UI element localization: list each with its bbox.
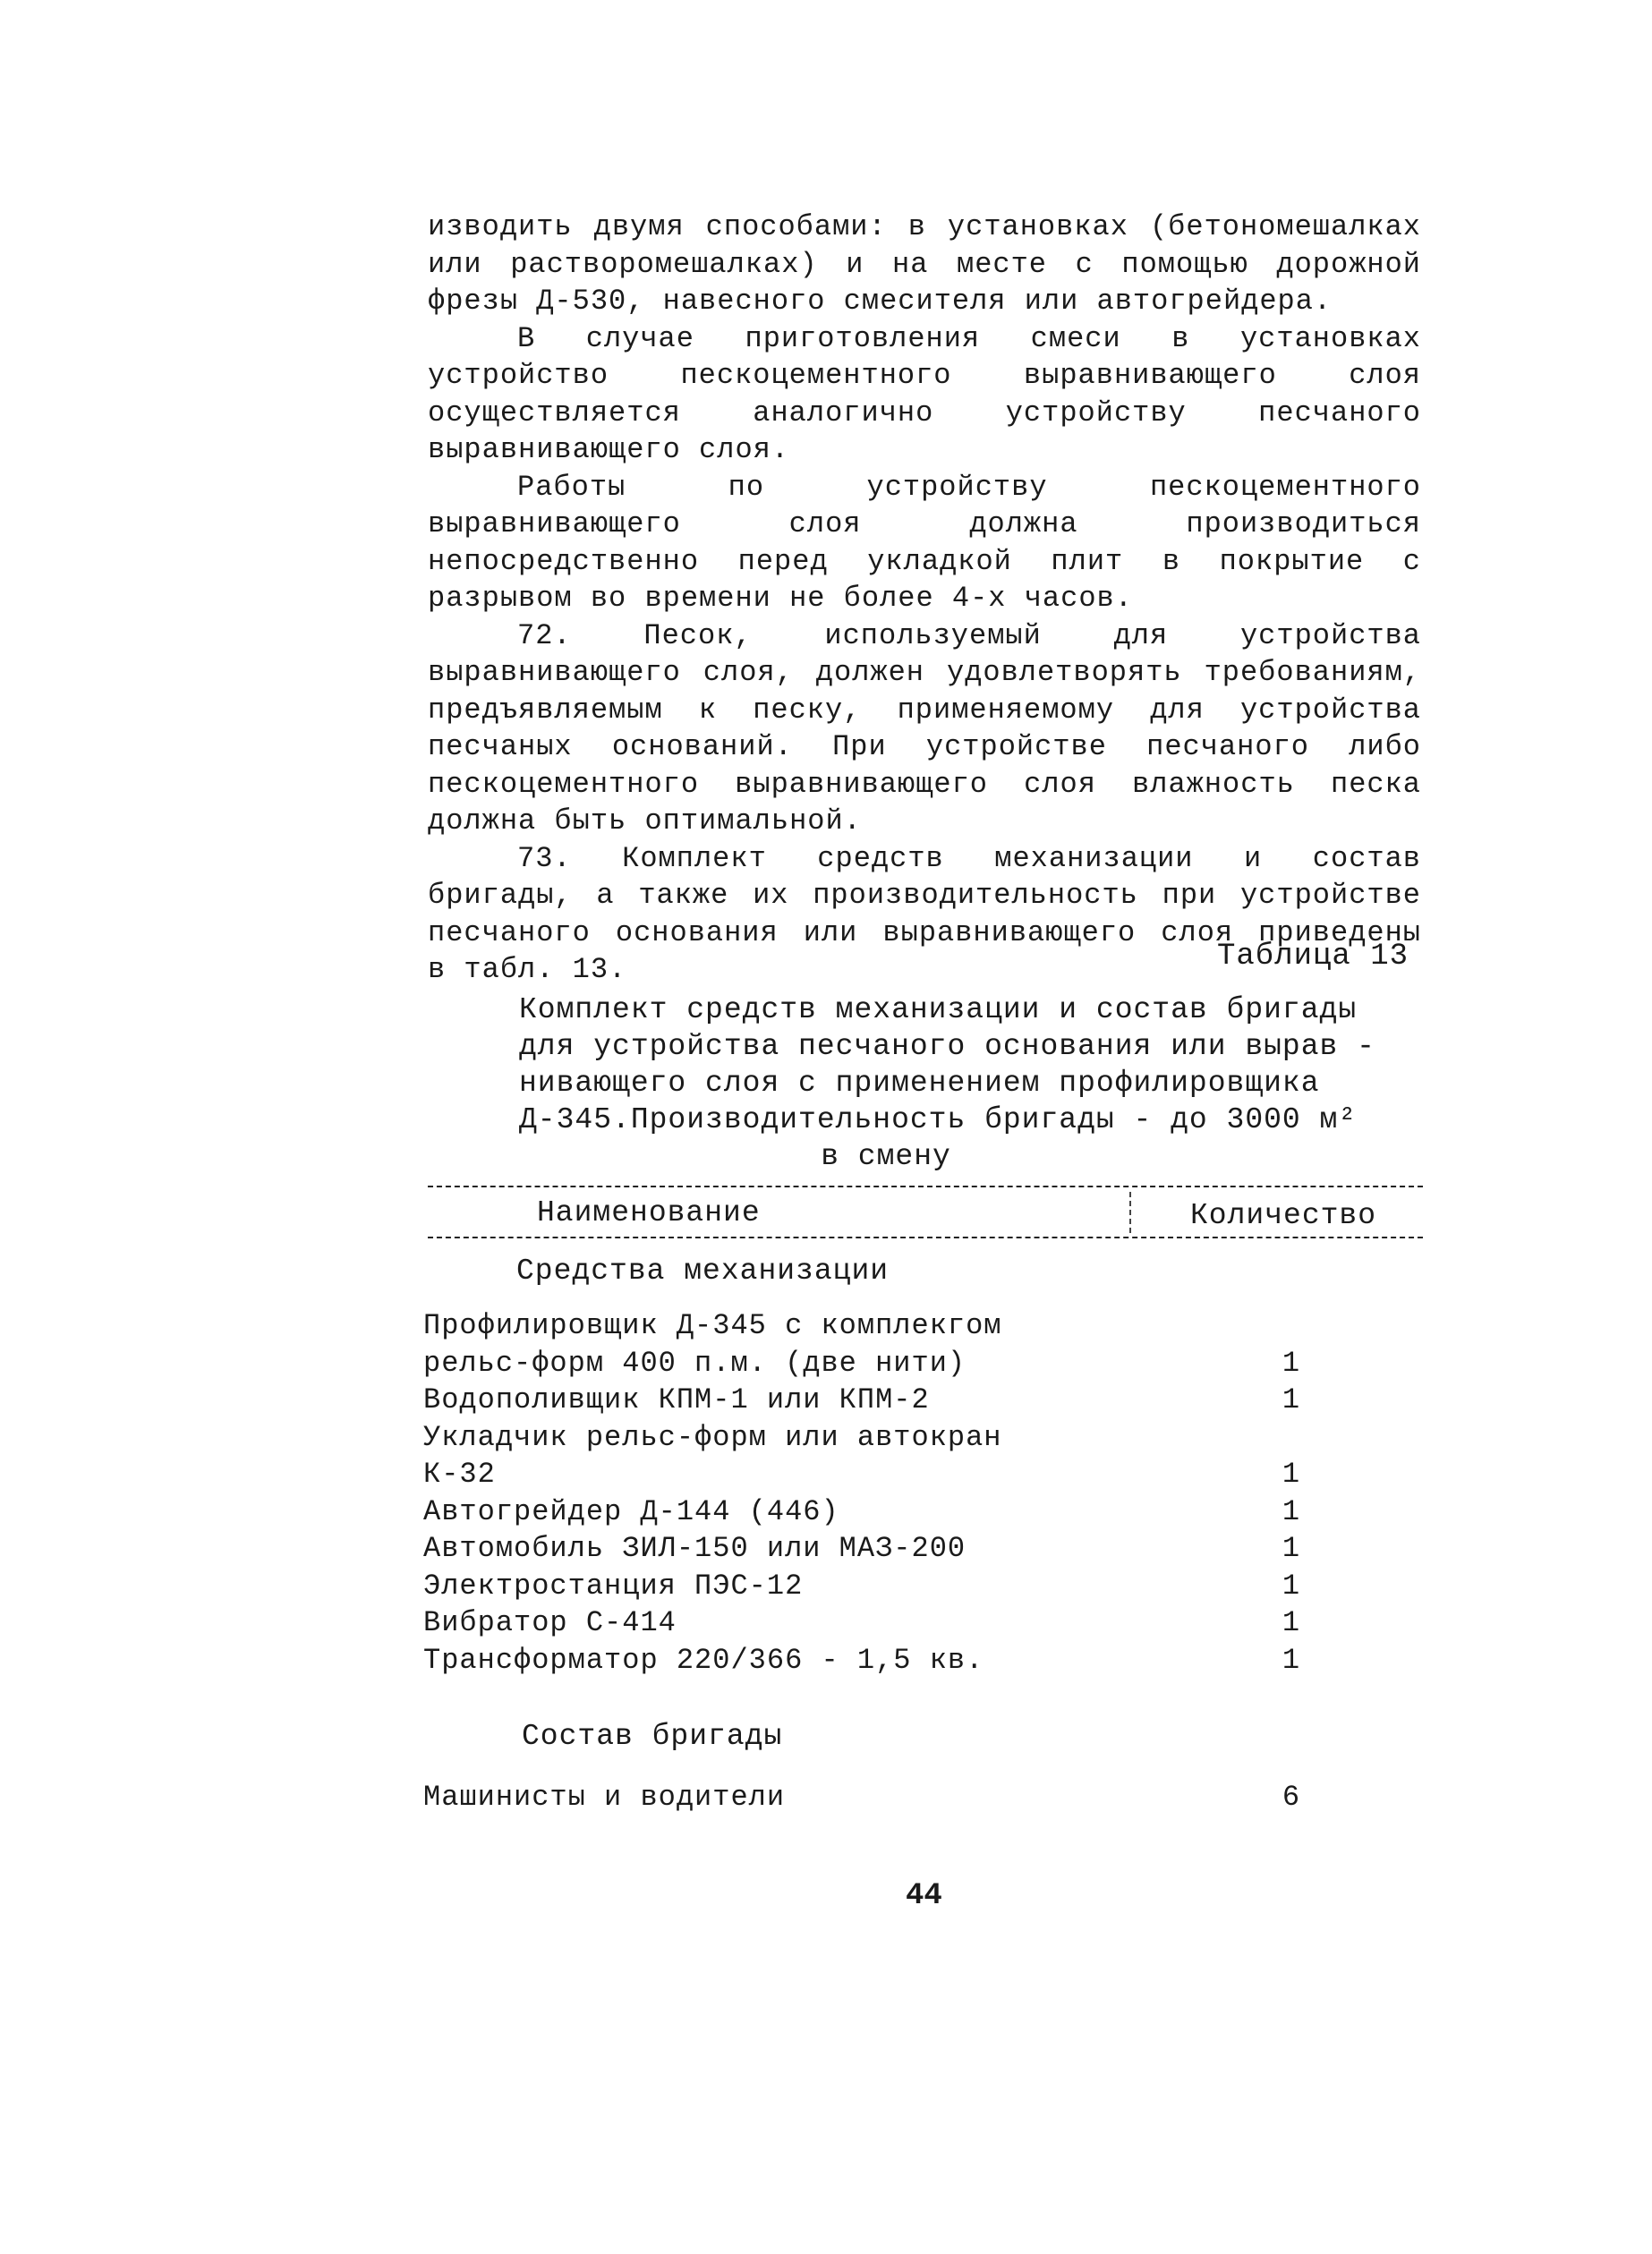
table-row bbox=[423, 1458, 1426, 1495]
table-row bbox=[423, 1383, 1426, 1421]
column-header-quantity: Количество bbox=[1190, 1199, 1377, 1232]
caption-line: Д-345.Производительность бригады - до 3000 м² bbox=[519, 1103, 1358, 1136]
table-row bbox=[423, 1309, 1426, 1347]
table-row bbox=[423, 1532, 1426, 1569]
table-header-rule bbox=[428, 1237, 1423, 1238]
row-name: Профилировщик Д-345 с комплекгом bbox=[423, 1309, 1002, 1342]
paragraph-73: 73. Комплект средств механизации и состав бригады, а также их производительность при устройстве песчаного основания или выравнивающего слоя приведены в табл. 13. bbox=[428, 841, 1421, 986]
row-quantity: 1 bbox=[1282, 1346, 1301, 1380]
row-name: Водополивщик КПМ-1 или КПМ-2 bbox=[423, 1383, 930, 1416]
body-text bbox=[428, 208, 1421, 989]
table-row bbox=[423, 1606, 1426, 1644]
caption-line: нивающего слоя с применением профилировщика bbox=[519, 1067, 1320, 1100]
table-row bbox=[423, 1781, 1426, 1818]
table-row bbox=[423, 1569, 1426, 1607]
table-caption bbox=[519, 991, 1396, 1175]
section-title-brigade: Состав бригады bbox=[522, 1720, 783, 1753]
row-name: Автомобиль ЗИЛ-150 или МАЗ-200 bbox=[423, 1532, 967, 1565]
row-quantity: 1 bbox=[1282, 1458, 1301, 1491]
caption-line: в смену bbox=[821, 1140, 951, 1173]
table-row bbox=[423, 1495, 1426, 1533]
row-quantity: 1 bbox=[1282, 1569, 1301, 1603]
caption-line: Комплект средств механизации и состав бригады bbox=[519, 993, 1358, 1026]
page-number: 44 bbox=[906, 1879, 942, 1913]
row-name: К-32 bbox=[423, 1458, 496, 1491]
paragraph-mixing: В случае приготовления смеси в установках устройство пескоцементного выравнивающего слоя осуществляется аналогично устройству песчаного выравнивающего слоя. bbox=[428, 321, 1421, 466]
row-name: рельс-форм 400 п.м. (две нити) bbox=[423, 1346, 967, 1380]
column-header-name: Наименование bbox=[537, 1196, 761, 1229]
row-name: Укладчик рельс-форм или автокран bbox=[423, 1420, 1002, 1454]
row-name: Машинисты и водители bbox=[423, 1781, 786, 1814]
row-quantity: 1 bbox=[1282, 1643, 1301, 1677]
paragraph-timing: Работы по устройству пескоцементного выравнивающего слоя должна производиться непосредственно перед укладкой плит в покрытие с разрывом во времени не более 4-х часов. bbox=[428, 470, 1421, 615]
table-label: Таблица 13 bbox=[1217, 940, 1409, 974]
row-quantity: 1 bbox=[1282, 1532, 1301, 1565]
table-row bbox=[423, 1421, 1426, 1459]
row-quantity: 1 bbox=[1282, 1494, 1301, 1528]
table-top-rule bbox=[428, 1186, 1423, 1187]
caption-line: для устройства песчаного основания или вырав - bbox=[519, 1030, 1375, 1063]
row-quantity: 6 bbox=[1282, 1781, 1301, 1814]
row-name: Трансформатор 220/366 - 1,5 кв. bbox=[423, 1643, 984, 1677]
row-quantity: 1 bbox=[1282, 1383, 1301, 1416]
row-quantity: 1 bbox=[1282, 1606, 1301, 1639]
table-row bbox=[423, 1347, 1426, 1384]
table-row bbox=[423, 1644, 1426, 1681]
section-title-machinery: Средства механизации bbox=[516, 1255, 890, 1288]
row-name: Вибратор С-414 bbox=[423, 1606, 677, 1639]
row-name: Автогрейдер Д-144 (446) bbox=[423, 1494, 839, 1528]
paragraph-continuation: изводить двумя способами: в установках (бетономешалках или растворомешалках) и на месте с помощью дорожной фрезы Д-530, навесного смесителя или автогрейдера. bbox=[428, 210, 1421, 318]
paragraph-72: 72. Песок, используемый для устройства выравнивающего слоя, должен удовлетворять требованиям, предъявляемым к песку, применяемому для устройства песчаных оснований. При устройстве песчаного либо пескоцементного выравнивающего слоя влажность песка должна быть оптимальной. bbox=[428, 618, 1421, 838]
column-separator bbox=[1129, 1192, 1131, 1233]
row-name: Электростанция ПЭС-12 bbox=[423, 1569, 804, 1603]
